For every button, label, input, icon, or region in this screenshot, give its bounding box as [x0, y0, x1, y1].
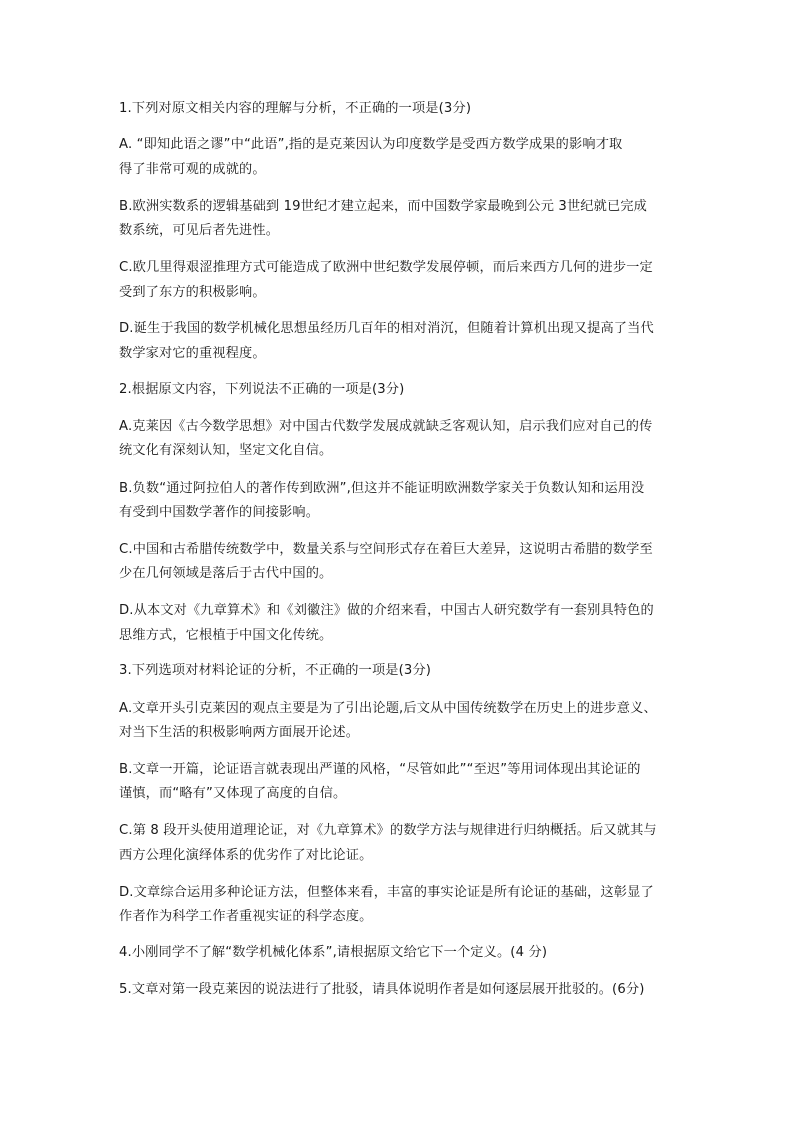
question-2-option-c-line-2: 少在几何领域是落后于古代中国的。 [119, 566, 333, 581]
question-2-option-c-line-1: C.中国和古希腊传统数学中，数量关系与空间形式存在着巨大差异，这说明古希腊的数学至 [119, 542, 653, 557]
question-3-option-b-line-1: B.文章一开篇，论证语言就表现出严谨的风格，“尽管如此”“至迟”等用词体现出其论证的 [119, 762, 641, 777]
question-5-stem: 5.文章对第一段克莱因的说法进行了批驳，请具体说明作者是如何逐层展开批驳的。(6分) [119, 982, 645, 997]
question-1-option-c-line-2: 受到了东方的积极影响。 [119, 285, 266, 300]
question-2-option-a-line-1: A.克莱因《古今数学思想》对中国古代数学发展成就缺乏客观认知，启示我们应对自己的传 [119, 419, 653, 434]
question-1-option-d-line-2: 数学家对它的重视程度。 [119, 346, 266, 361]
question-1-option-b-line-2: 数系统，可见后者先进性。 [119, 223, 280, 238]
question-3-option-c-line-2: 西方公理化演绎体系的优劣作了对比论证。 [119, 848, 373, 863]
question-3-option-c-line-1: C.第 8 段开头使用道理论证，对《九章算术》的数学方法与规律进行归纳概括。后又就其与 [119, 823, 657, 838]
question-1-option-a-line-1: A. “即知此语之谬”中“此语”,指的是克莱因认为印度数学是受西方数学成果的影响才取 [119, 137, 623, 152]
question-2-option-b-line-1: B.负数“通过阿拉伯人的著作传到欧洲”,但这并不能证明欧洲数学家关于负数认知和运用没 [119, 481, 645, 496]
question-2-stem: 2.根据原文内容，下列说法不正确的一项是(3分) [119, 382, 405, 397]
question-4-stem: 4.小刚同学不了解“数学机械化体系”,请根据原文给它下一个定义。(4 分) [119, 945, 548, 960]
question-3-option-d-line-2: 作者作为科学工作者重视实证的科学态度。 [119, 909, 373, 924]
question-3-option-b-line-2: 谨慎，而“略有”又体现了高度的自信。 [119, 786, 347, 801]
question-1-option-b-line-1: B.欧洲实数系的逻辑基础到 19世纪才建立起来，而中国数学家最晚到公元 3世纪就已完成 [119, 199, 647, 214]
question-3-option-d-line-1: D.文章综合运用多种论证方法，但整体来看，丰富的事实论证是所有论证的基础，这彰显了 [119, 885, 654, 900]
question-2-option-a-line-2: 统文化有深刻认知，坚定文化自信。 [119, 443, 333, 458]
question-1-stem: 1.下列对原文相关内容的理解与分析，不正确的一项是(3分) [119, 101, 472, 116]
question-2-option-b-line-2: 有受到中国数学著作的间接影响。 [119, 505, 320, 520]
question-3-stem: 3.下列选项对材料论证的分析，不正确的一项是(3分) [119, 663, 432, 678]
question-1-option-d-line-1: D.诞生于我国的数学机械化思想虽经历几百年的相对消沉，但随着计算机出现又提高了当代 [119, 321, 654, 336]
question-2-option-d-line-1: D.从本文对《九章算术》和《刘徽注》做的介绍来看，中国古人研究数学有一套别具特色的 [119, 603, 654, 618]
question-3-option-a-line-1: A.文章开头引克莱因的观点主要是为了引出论题,后文从中国传统数学在历史上的进步意义、 [119, 701, 657, 716]
question-1-option-a-line-2: 得了非常可观的成就的。 [119, 162, 266, 177]
question-2-option-d-line-2: 思维方式，它根植于中国文化传统。 [119, 628, 333, 643]
question-3-option-a-line-2: 对当下生活的积极影响两方面展开论述。 [119, 725, 360, 740]
question-1-option-c-line-1: C.欧几里得艰涩推理方式可能造成了欧洲中世纪数学发展停顿，而后来西方几何的进步一定 [119, 260, 653, 275]
